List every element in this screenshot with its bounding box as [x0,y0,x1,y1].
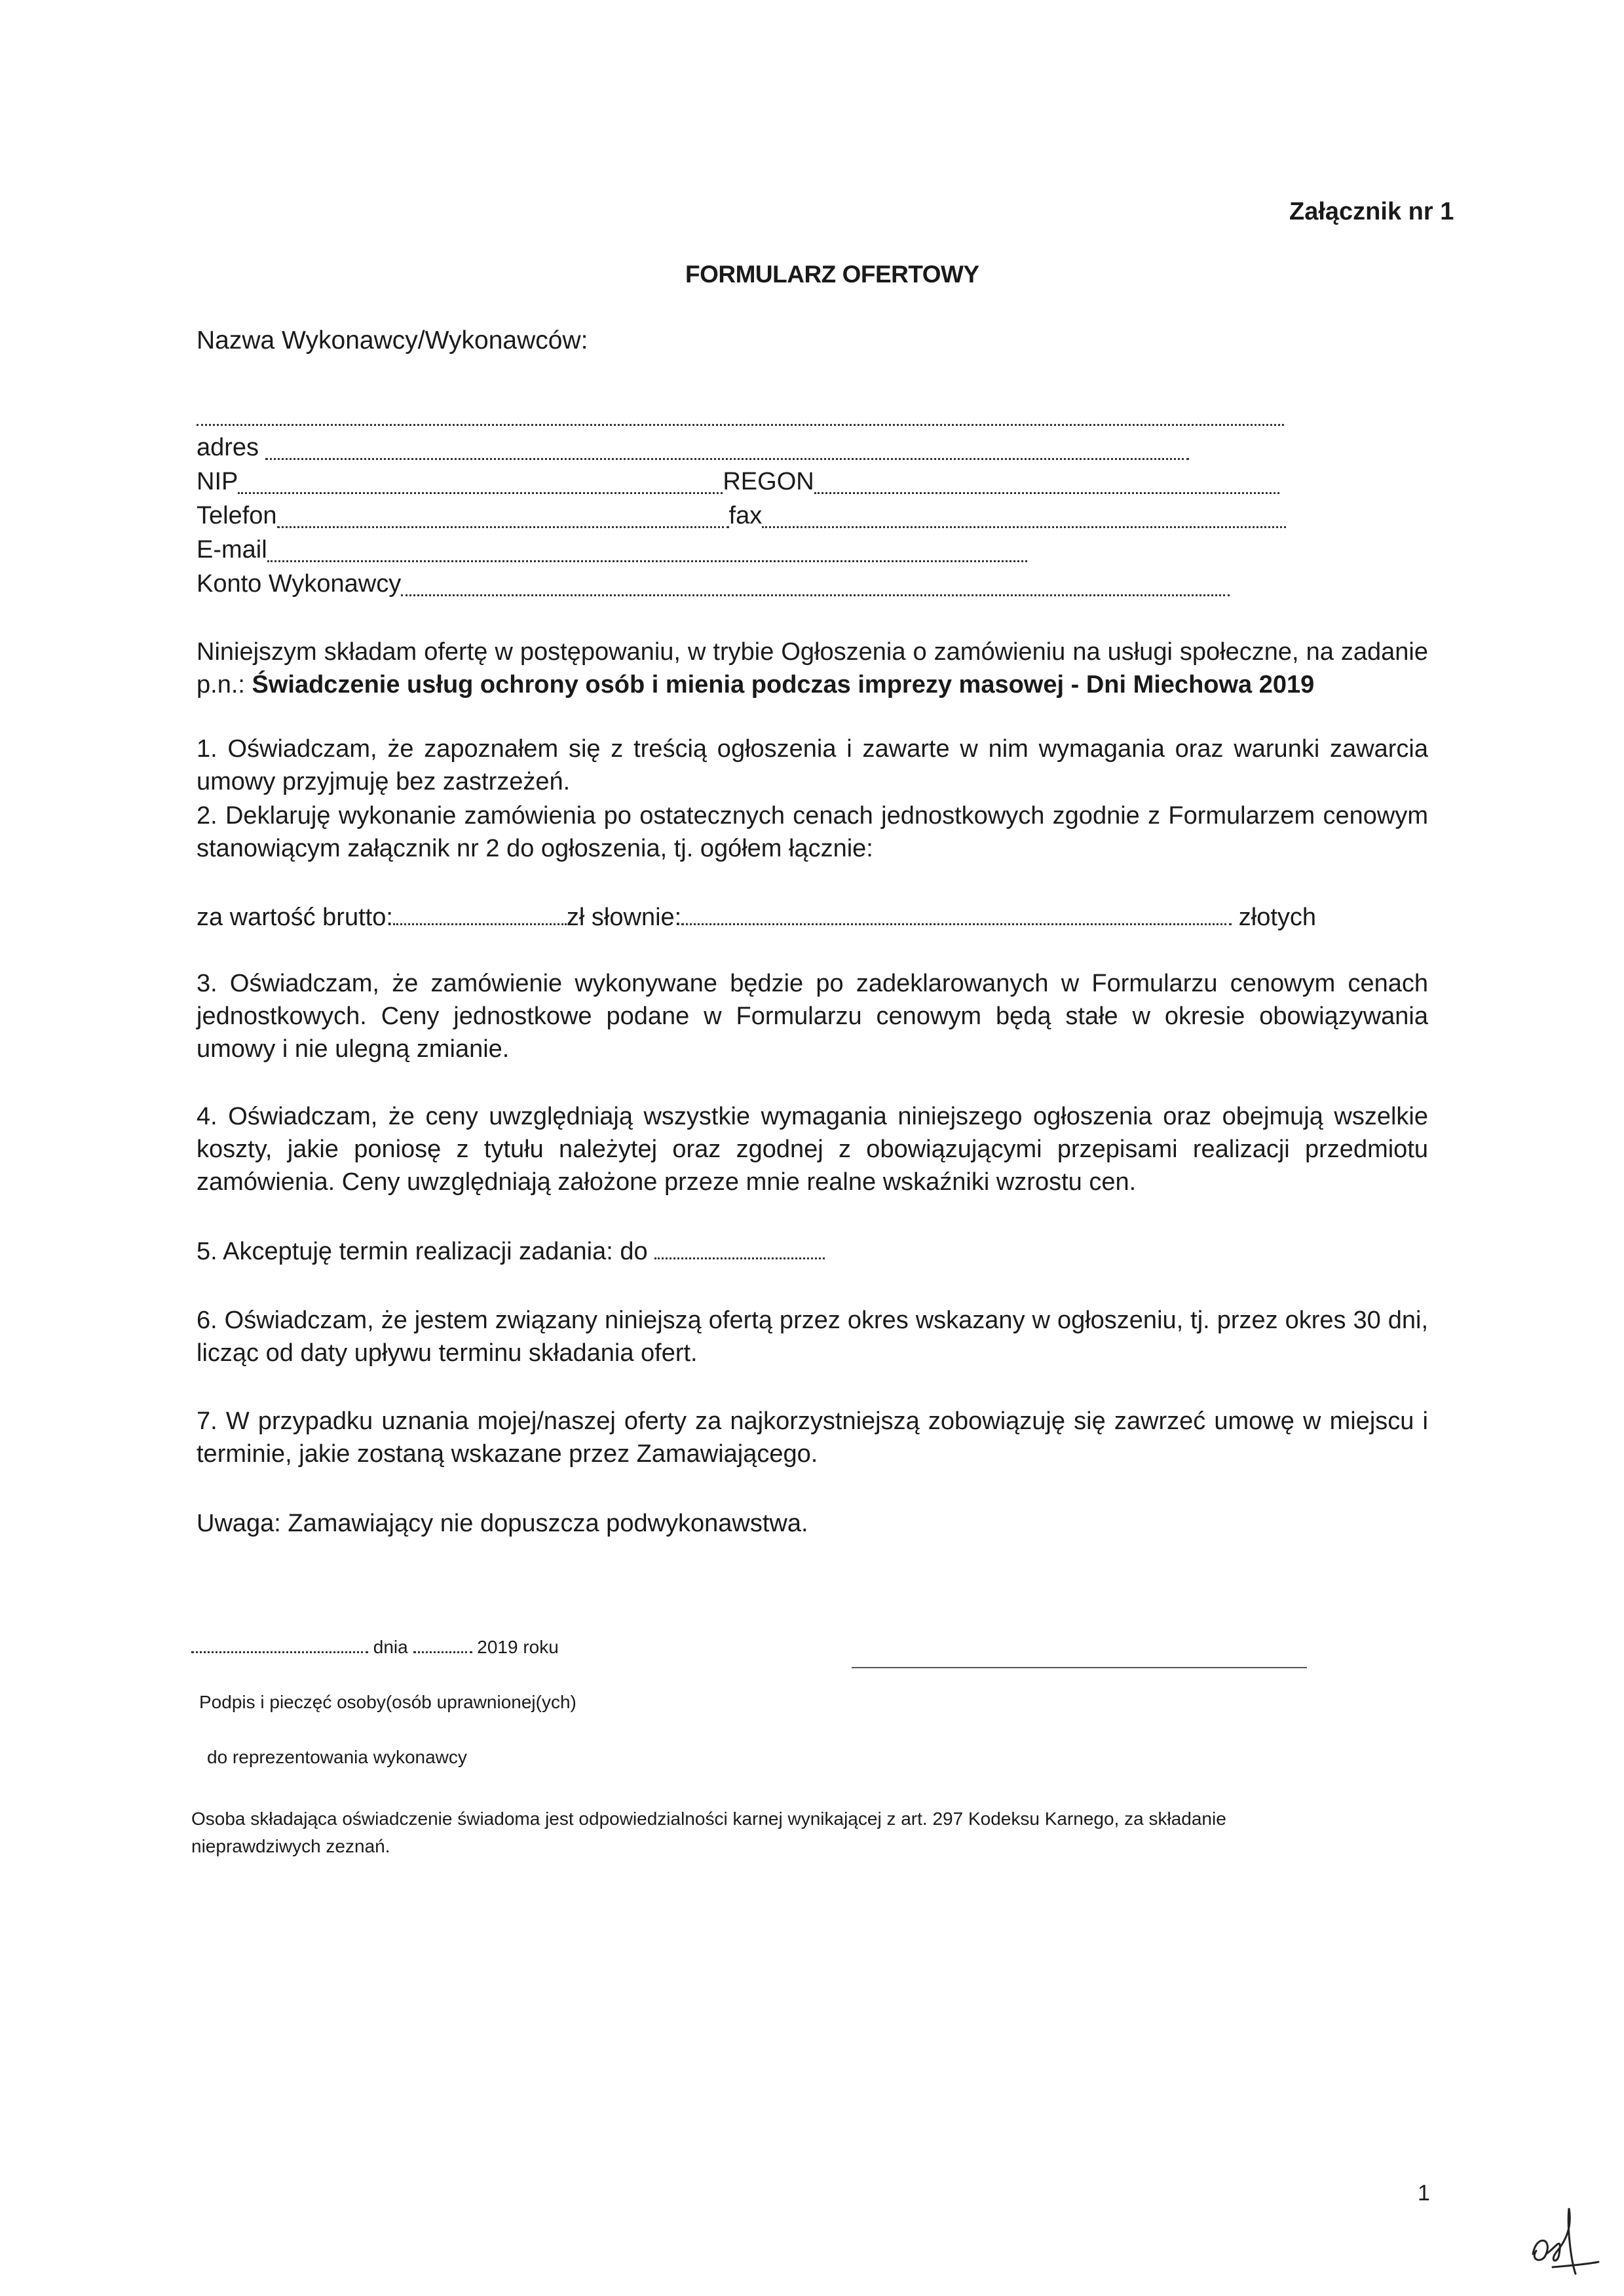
intro-paragraph [197,636,1428,701]
regon-label: REGON [723,468,814,495]
point-4-text: 4. Oświadczam, że ceny uwzględniają wszystkie wymagania niniejszego ogłoszenia oraz obejmują wszelkie koszty, jakie poniosę z tytułu należytej oraz zgodnej z obowiązującymi przepisami realizacji przedmiotu zamówienia. Ceny uwzględniają założone przeze mnie realne wskaźniki wzrostu cen. [197,1103,1428,1196]
deadline-field[interactable] [654,1257,825,1259]
nip-regon-row [197,468,1310,502]
task-name: Świadczenie usług ochrony osób i mienia podczas imprezy masowej - Dni Miechowa 2019 [252,671,1315,698]
price-currency: zł [566,904,585,931]
price-field[interactable] [393,923,567,925]
point-6-text: 6. Oświadczam, że jestem związany niniejszą ofertą przez okres wskazany w ogłoszeniu, tj. przez okres 30 dni, licząc od daty upływu terminu składania ofert. [197,1307,1428,1367]
contractor-name-field[interactable] [197,424,1284,426]
handwritten-initials [1526,2202,1605,2287]
account-field[interactable] [401,594,1230,596]
price-words-field[interactable] [681,923,1232,925]
date-field[interactable] [413,1651,472,1653]
point-1-text: 1. Oświadczam, że zapoznałem się z treścią ogłoszenia i zawarte w nim wymagania oraz warunki zawarcia umowy przyjmuję bez zastrzeżeń. [197,735,1428,795]
point-2 [197,799,1428,865]
point-6 [197,1304,1428,1369]
nip-label: NIP [197,468,238,495]
contractor-name-label: Nazwa Wykonawcy/Wykonawców: [197,326,588,354]
account-label: Konto Wykonawcy [197,570,402,598]
date-dnia: dnia [373,1637,408,1657]
email-label: E-mail [197,536,267,564]
price-words-label: słownie: [591,904,682,931]
nip-field[interactable] [238,492,723,494]
phone-field[interactable] [277,526,729,528]
price-words-unit: złotych [1238,904,1317,931]
price-row [197,901,1428,934]
legal-notice: Osoba składająca oświadczenie świadoma jest odpowiedzialności karnej wynikającej z art. 297 Kodeksu Karnego, za składanie nieprawdziwych zeznań. [191,1808,1226,1856]
fax-label: fax [728,502,763,529]
price-label: za wartość brutto: [197,904,393,931]
point-5 [197,1235,1428,1268]
address-row [197,434,1310,468]
point-7-text: 7. W przypadku uznania mojej/naszej oferty za najkorzystniejszą zobowiązuję się zawrzeć umowę w miejscu i terminie, jakie zostaną wskazane przez Zamawiającego. [197,1407,1428,1468]
email-row [197,536,1310,570]
account-row [197,570,1310,604]
representation-label: do reprezentowania wykonawcy [207,1747,467,1767]
subcontracting-note-text: Uwaga: Zamawiający nie dopuszcza podwykonawstwa. [197,1510,808,1537]
point-1 [197,733,1428,798]
address-field[interactable] [265,458,1189,460]
point-3 [197,967,1428,1065]
phone-label: Telefon [197,502,277,529]
signature-line[interactable] [852,1667,1307,1668]
date-year: 2019 roku [477,1637,559,1657]
form-title: FORMULARZ OFERTOWY [685,261,979,288]
contractor-fields [197,400,1310,604]
point-5-text: 5. Akceptuję termin realizacji zadania: do [197,1238,648,1265]
point-3-text: 3. Oświadczam, że zamówienie wykonywane będzie po zadeklarowanych w Formularzu cenowym cenach jednostkowych. Ceny jednostkowe podane w Formularzu cenowym będą stałe w okresie obowiązywania umowy i nie ulegną zmianie. [197,970,1428,1063]
subcontracting-note [197,1507,1428,1540]
fax-field[interactable] [762,526,1286,528]
email-field[interactable] [267,560,1027,562]
intro-text: Niniejszym składam ofertę w postępowaniu, w trybie Ogłoszenia o zamówieniu na usługi społeczne, na zadanie p.n.: [197,638,1428,698]
contractor-name-row [197,400,1310,434]
point-2-text: 2. Deklaruję wykonanie zamówienia po ostatecznych cenach jednostkowych zgodnie z Formularzem cenowym stanowiącym załącznik nr 2 do ogłoszenia, tj. ogółem łącznie: [197,802,1428,862]
signature-label: Podpis i pieczęć osoby(osób uprawnionej(ych) [199,1692,576,1712]
point-7 [197,1405,1428,1470]
point-4 [197,1100,1428,1198]
attachment-number: Załącznik nr 1 [1289,198,1454,225]
phone-fax-row [197,502,1310,536]
page-number: 1 [1418,2181,1430,2206]
regon-field[interactable] [814,492,1279,494]
date-row [191,1637,559,1658]
address-label: adres [197,434,259,461]
place-field[interactable] [191,1651,368,1653]
